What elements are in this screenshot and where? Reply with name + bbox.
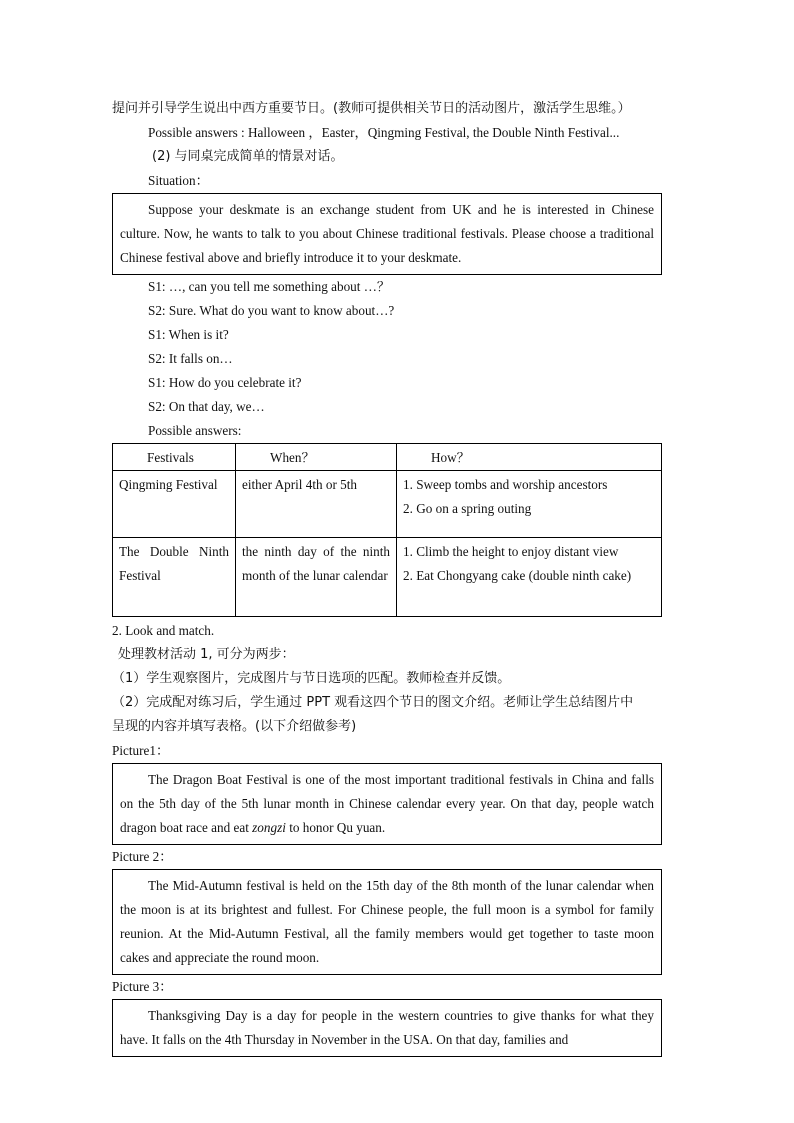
- picture-box: [112, 869, 662, 975]
- header-festivals: Festivals: [113, 444, 236, 471]
- situation-label: Situation：: [148, 173, 209, 188]
- picture-label: Picture 3：: [112, 979, 173, 994]
- how-item: 2. Go on a spring outing: [403, 501, 532, 516]
- picture-box: [112, 999, 662, 1057]
- header-how: How？: [397, 444, 662, 471]
- section2-step2a: （2）完成配对练习后，学生通过 PPT 观看这四个节日的图文介绍。老师让学生总结图片中: [112, 695, 634, 710]
- document-page: [112, 97, 662, 1057]
- cell-how: [397, 471, 662, 538]
- table-header-row: [113, 444, 662, 471]
- dialogue: [112, 275, 662, 419]
- dialogue-line: S2: It falls on…: [148, 351, 233, 366]
- picture-label: Picture1：: [112, 743, 170, 758]
- picture-label: Picture 2：: [112, 849, 173, 864]
- italic-term: zongzi: [252, 820, 286, 835]
- section2-note: 处理教材活动 1, 可分为两步：: [118, 647, 295, 662]
- dialogue-line: S1: How do you celebrate it?: [148, 375, 302, 390]
- dialogue-line: S2: Sure. What do you want to know about…?: [148, 303, 395, 318]
- section2-title: 2. Look and match.: [112, 623, 215, 638]
- cell-how: [397, 538, 662, 617]
- section2-step1: （1）学生观察图片，完成图片与节日选项的匹配。教师检查并反馈。: [112, 671, 511, 686]
- header-when: When？: [236, 444, 397, 471]
- how-item: 1. Sweep tombs and worship ancestors: [403, 477, 608, 492]
- dialogue-line: S1: …, can you tell me something about …？: [148, 279, 391, 294]
- dialogue-line: S2: On that day, we…: [148, 399, 265, 414]
- table-row: [113, 471, 662, 538]
- table-row: [113, 538, 662, 617]
- situation-text: Suppose your deskmate is an exchange student from UK and he is interested in Chinese culture. Now, he wants to talk to you about Chinese traditional festivals. Please choose a traditional Chinese festival above and briefly introduce it to your deskmate.: [120, 202, 654, 265]
- picture-text: The Mid-Autumn festival is held on the 15th day of the 8th month of the lunar calendar when the moon is at its brightest and fullest. For Chinese people, the full moon is a symbol for family reunion. At the Mid-Autumn Festival, all the family members would get together to taste moon cakes and appreciate the round moon.: [120, 878, 654, 965]
- picture-box: [112, 763, 662, 845]
- section2-step2b: 呈现的内容并填写表格。(以下介绍做参考): [112, 719, 357, 734]
- picture-text: Thanksgiving Day is a day for people in the western countries to give thanks for what they have. It falls on the 4th Thursday in November in the USA. On that day, families and: [120, 1008, 654, 1047]
- step2-text: (2) 与同桌完成简单的情景对话。: [152, 149, 344, 164]
- intro-text: 提问并引导学生说出中西方重要节日。(教师可提供相关节日的活动图片，激活学生思维。）: [112, 101, 631, 116]
- cell-when: either April 4th or 5th: [236, 471, 397, 538]
- festival-table: [112, 443, 662, 617]
- dialogue-line: S1: When is it?: [148, 327, 229, 342]
- possible-answers-1: Possible answers : Halloween ，Easter，Qingming Festival, the Double Ninth Festival...: [148, 125, 620, 140]
- situation-box: [112, 193, 662, 275]
- how-item: 1. Climb the height to enjoy distant view: [403, 544, 619, 559]
- cell-festival: Qingming Festival: [113, 471, 236, 538]
- how-item: 2. Eat Chongyang cake (double ninth cake): [403, 568, 632, 583]
- cell-when: the ninth day of the ninth month of the lunar calendar: [236, 538, 397, 617]
- picture-text: The Dragon Boat Festival is one of the most important traditional festivals in China and falls on the 5th day of the 5th lunar month in Chinese calendar every year. On that day, people watch dragon boat race and eat zongzi to honor Qu yuan.: [120, 772, 654, 835]
- cell-festival: The Double Ninth Festival: [113, 538, 236, 617]
- possible-answers-2: Possible answers:: [148, 423, 242, 438]
